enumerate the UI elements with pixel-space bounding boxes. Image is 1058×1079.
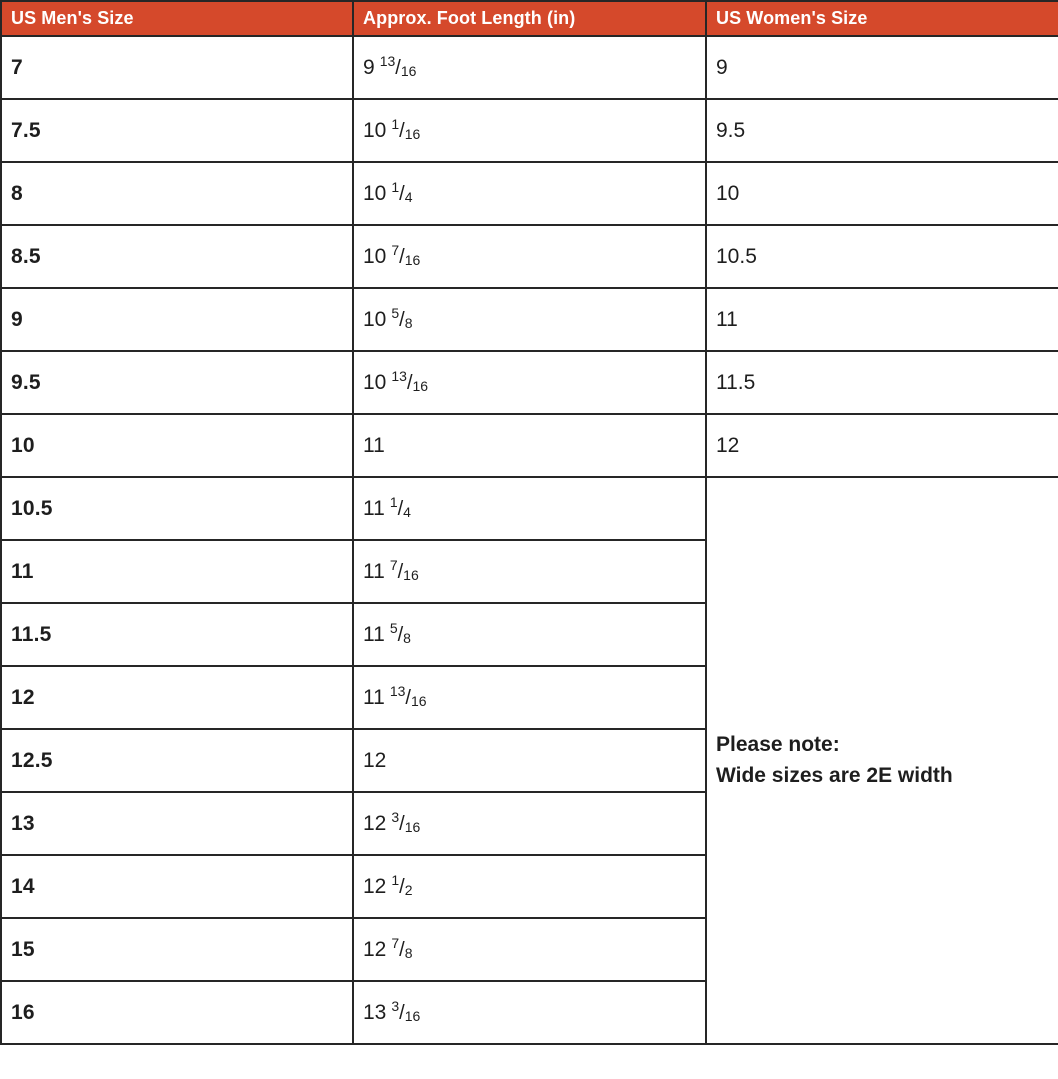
mens-size-cell: 13 <box>1 792 353 855</box>
length-whole-number: 10 <box>363 307 387 331</box>
womens-size-cell: 9.5 <box>706 99 1058 162</box>
fraction-slash: / <box>397 560 404 583</box>
foot-length-cell <box>353 477 706 540</box>
womens-size-cell: 12 <box>706 414 1058 477</box>
length-whole-number: 11 <box>363 685 385 709</box>
column-header-foot-length: Approx. Foot Length (in) <box>353 1 706 36</box>
foot-length-cell <box>353 855 706 918</box>
mens-size-cell: 16 <box>1 981 353 1044</box>
fraction-numerator: 3 <box>391 997 400 1014</box>
table-body <box>1 36 1058 1044</box>
length-whole-number: 12 <box>363 811 387 835</box>
table-row <box>1 225 1058 288</box>
fraction-denominator: 16 <box>412 377 429 394</box>
foot-length-cell <box>353 162 706 225</box>
mens-size-cell: 10 <box>1 414 353 477</box>
length-fraction <box>391 304 413 332</box>
fraction-numerator: 1 <box>389 493 398 510</box>
length-whole-number: 10 <box>363 244 387 268</box>
foot-length-cell <box>353 225 706 288</box>
length-fraction <box>389 682 427 710</box>
mens-size-cell: 8 <box>1 162 353 225</box>
mens-size-cell: 11.5 <box>1 603 353 666</box>
length-whole-number: 12 <box>363 874 387 898</box>
foot-length-cell <box>353 792 706 855</box>
womens-size-cell: 11 <box>706 288 1058 351</box>
foot-length-cell <box>353 666 706 729</box>
foot-length-cell <box>353 981 706 1044</box>
mens-size-cell: 9.5 <box>1 351 353 414</box>
fraction-denominator: 16 <box>404 125 421 142</box>
foot-length-cell <box>353 540 706 603</box>
mens-size-cell: 11 <box>1 540 353 603</box>
fraction-numerator: 7 <box>389 556 398 573</box>
table-row <box>1 351 1058 414</box>
fraction-numerator: 1 <box>391 871 400 888</box>
length-whole-number: 12 <box>363 937 387 961</box>
fraction-slash: / <box>406 371 413 394</box>
length-fraction <box>391 178 413 206</box>
fraction-numerator: 13 <box>389 682 406 699</box>
length-whole-number: 10 <box>363 118 387 142</box>
fraction-slash: / <box>397 497 404 520</box>
column-header-mens-size: US Men's Size <box>1 1 353 36</box>
length-whole-number: 13 <box>363 1000 387 1024</box>
mens-size-cell: 7 <box>1 36 353 99</box>
fraction-denominator: 16 <box>404 251 421 268</box>
length-whole-number: 12 <box>363 748 387 772</box>
fraction-denominator: 4 <box>403 503 411 520</box>
foot-length-cell <box>353 36 706 99</box>
fraction-numerator: 1 <box>391 178 400 195</box>
fraction-numerator: 1 <box>391 115 400 132</box>
note-line-2: Wide sizes are 2E width <box>716 763 953 787</box>
note-cell <box>706 477 1058 1044</box>
length-fraction <box>391 997 421 1025</box>
foot-length-cell <box>353 729 706 792</box>
length-fraction <box>391 367 429 395</box>
length-whole-number: 11 <box>363 622 385 646</box>
mens-size-cell: 9 <box>1 288 353 351</box>
foot-length-cell <box>353 603 706 666</box>
fraction-slash: / <box>399 1001 405 1024</box>
length-fraction <box>389 556 419 584</box>
table-header <box>1 1 1058 36</box>
length-whole-number: 9 <box>363 55 375 79</box>
foot-length-cell <box>353 918 706 981</box>
table-row <box>1 414 1058 477</box>
womens-size-cell: 10.5 <box>706 225 1058 288</box>
fraction-slash: / <box>399 245 405 268</box>
fraction-denominator: 8 <box>404 944 413 961</box>
length-fraction <box>389 493 411 521</box>
mens-size-cell: 12 <box>1 666 353 729</box>
fraction-numerator: 13 <box>391 367 407 384</box>
mens-size-cell: 7.5 <box>1 99 353 162</box>
table-row <box>1 162 1058 225</box>
length-fraction <box>391 934 413 962</box>
fraction-denominator: 8 <box>403 629 411 646</box>
fraction-numerator: 7 <box>391 241 400 258</box>
fraction-slash: / <box>405 686 411 709</box>
mens-size-cell: 8.5 <box>1 225 353 288</box>
fraction-denominator: 2 <box>404 881 413 898</box>
mens-size-cell: 10.5 <box>1 477 353 540</box>
fraction-numerator: 5 <box>391 304 400 321</box>
foot-length-cell <box>353 99 706 162</box>
table-row <box>1 36 1058 99</box>
fraction-numerator: 7 <box>391 934 400 951</box>
length-fraction <box>379 52 417 80</box>
womens-size-cell: 9 <box>706 36 1058 99</box>
fraction-denominator: 8 <box>404 314 413 331</box>
header-row <box>1 1 1058 36</box>
fraction-numerator: 5 <box>389 619 398 636</box>
length-whole-number: 11 <box>363 496 385 520</box>
length-fraction <box>391 871 413 899</box>
fraction-slash: / <box>399 875 405 898</box>
fraction-denominator: 16 <box>410 692 427 709</box>
table-row <box>1 288 1058 351</box>
fraction-denominator: 16 <box>404 1007 421 1024</box>
womens-size-cell: 10 <box>706 162 1058 225</box>
table-row <box>1 99 1058 162</box>
fraction-numerator: 13 <box>379 52 396 69</box>
foot-length-cell <box>353 414 706 477</box>
mens-size-cell: 12.5 <box>1 729 353 792</box>
column-header-womens-size: US Women's Size <box>706 1 1058 36</box>
note-line-1: Please note: <box>716 733 840 757</box>
mens-size-cell: 15 <box>1 918 353 981</box>
length-fraction <box>391 808 421 836</box>
fraction-slash: / <box>399 119 405 142</box>
fraction-denominator: 16 <box>403 566 419 583</box>
length-fraction <box>391 241 421 269</box>
fraction-slash: / <box>399 812 405 835</box>
fraction-slash: / <box>395 56 401 79</box>
mens-size-cell: 14 <box>1 855 353 918</box>
foot-length-cell <box>353 288 706 351</box>
fraction-slash: / <box>399 938 405 961</box>
foot-length-cell <box>353 351 706 414</box>
fraction-slash: / <box>399 182 405 205</box>
fraction-numerator: 3 <box>391 808 400 825</box>
length-whole-number: 10 <box>363 181 387 205</box>
fraction-denominator: 4 <box>404 188 413 205</box>
length-fraction <box>389 619 411 647</box>
womens-size-cell: 11.5 <box>706 351 1058 414</box>
fraction-slash: / <box>399 308 405 331</box>
table-row <box>1 477 1058 540</box>
fraction-slash: / <box>397 623 404 646</box>
fraction-denominator: 16 <box>404 818 421 835</box>
length-whole-number: 10 <box>363 370 387 394</box>
length-fraction <box>391 115 421 143</box>
fraction-denominator: 16 <box>400 62 417 79</box>
length-whole-number: 11 <box>363 433 385 457</box>
length-whole-number: 11 <box>363 559 385 583</box>
